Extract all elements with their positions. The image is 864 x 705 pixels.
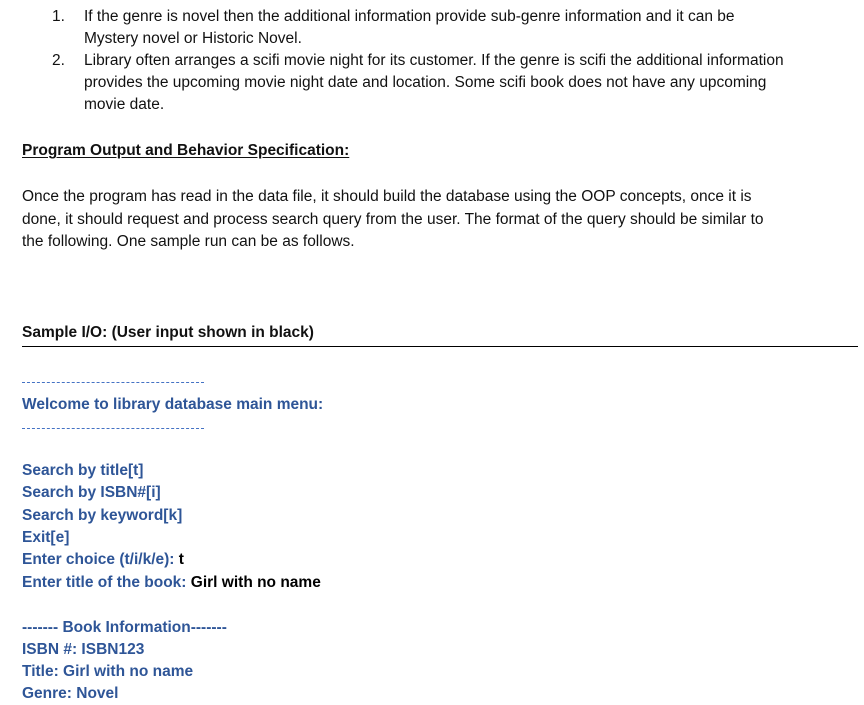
list-text-line: If the genre is novel then the additional information provide sub-genre information and it can be — [84, 8, 735, 25]
paragraph-line: Once the program has read in the data file, it should build the database using the OOP concepts, once it is — [22, 188, 752, 205]
sample-io-heading: Sample I/O: (User input shown in black) — [22, 324, 314, 341]
menu-option-isbn: Search by ISBN#[i] — [22, 484, 161, 501]
title-prompt: Enter title of the book: — [22, 574, 191, 591]
paragraph-line: done, it should request and process search query from the user. The format of the query should be similar to — [22, 210, 764, 228]
menu-option-title: Search by title[t] — [22, 462, 144, 479]
book-info-header: ------- Book Information------- — [22, 619, 227, 636]
menu-option-keyword: Search by keyword[k] — [22, 507, 183, 524]
list-number: 2. — [52, 52, 65, 69]
choice-prompt-line — [22, 549, 184, 571]
list-text-line: provides the upcoming movie night date and location. Some scifi book does not have any upcoming — [84, 74, 767, 91]
numbered-list — [52, 6, 862, 116]
welcome-message: Welcome to library database main menu: — [22, 396, 324, 413]
menu-option-exit: Exit[e] — [22, 529, 70, 546]
choice-input: t — [178, 551, 184, 568]
title-line: Title: Girl with no name — [22, 663, 194, 680]
list-text-line: movie date. — [84, 96, 165, 113]
heading-rule — [22, 346, 858, 347]
list-item — [52, 50, 862, 116]
choice-prompt: Enter choice (t/i/k/e): — [22, 551, 179, 568]
paragraph-line: the following. One sample run can be as follows. — [22, 233, 355, 250]
body-paragraph — [22, 186, 842, 254]
dashed-divider — [22, 428, 204, 429]
list-number: 1. — [52, 8, 65, 25]
dashed-divider — [22, 382, 204, 383]
title-prompt-line — [22, 572, 321, 594]
list-text-line: Mystery novel or Historic Novel. — [84, 30, 302, 47]
isbn-line: ISBN #: ISBN123 — [22, 641, 145, 658]
section-heading: Program Output and Behavior Specification: — [22, 142, 350, 159]
list-text-line: Library often arranges a scifi movie night for its customer. If the genre is scifi the additional information — [84, 52, 784, 69]
genre-line: Genre: Novel — [22, 685, 119, 702]
list-item — [52, 6, 862, 50]
title-input: Girl with no name — [190, 574, 321, 591]
